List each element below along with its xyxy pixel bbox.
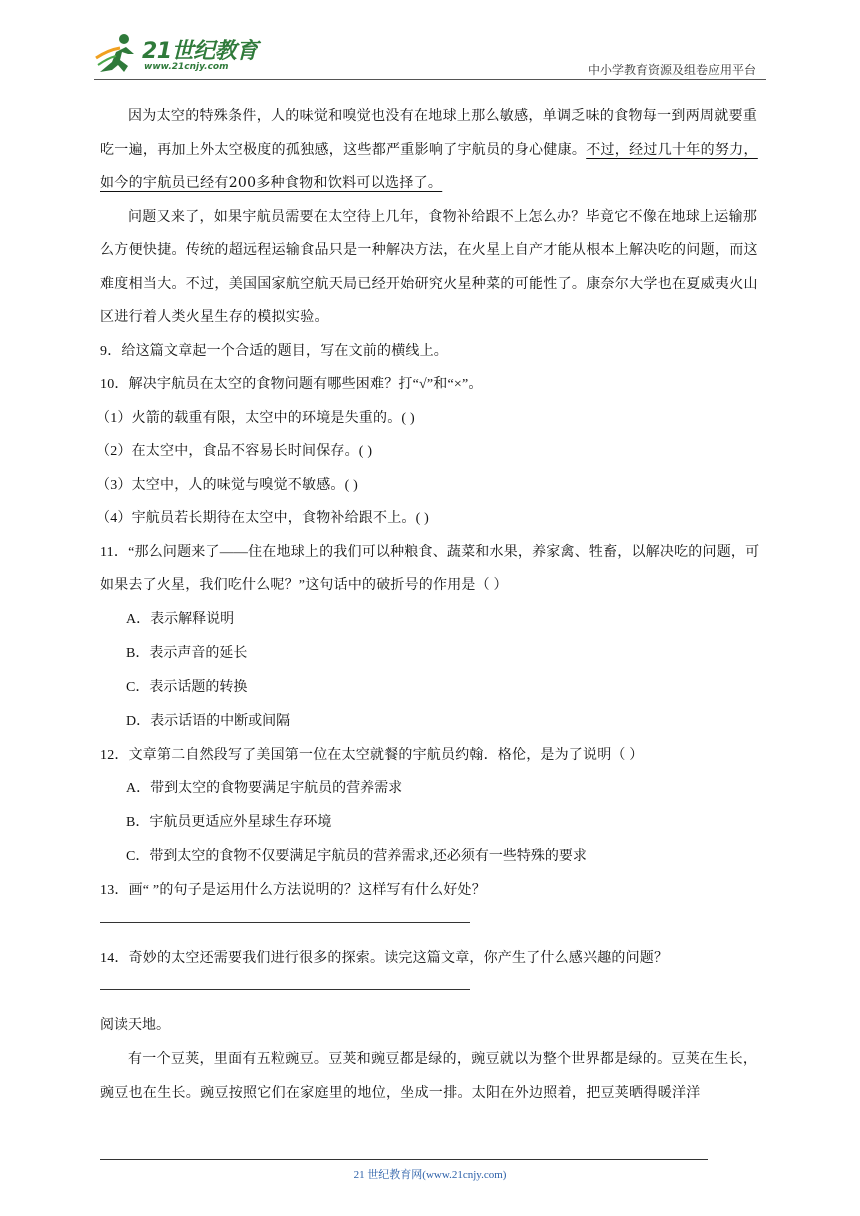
runner-logo-icon [94,32,142,76]
question-11-option[interactable]: A．表示解释说明 [126,611,235,627]
question-11-option[interactable]: C．表示话题的转换 [126,679,248,695]
question-10-item[interactable]: （1）火箭的载重有限，太空中的环境是失重的。( ) [96,410,415,426]
answer-line-13[interactable] [100,922,470,923]
document-body [96,100,762,1110]
site-logo[interactable] [94,32,264,76]
question-14: 14．奇妙的太空还需要我们进行很多的探索。读完这篇文章，你产生了什么感兴趣的问题？ [100,950,669,966]
question-12-option[interactable]: B．宇航员更适应外星球生存环境 [126,815,332,830]
question-10: 10．解决宇航员在太空的食物问题有哪些困难？打“√”和“×”。 [100,377,483,392]
header-divider [94,79,766,80]
question-10-item[interactable]: （4）宇航员若长期待在太空中，食物补给跟不上。( ) [96,511,430,526]
question-11-option[interactable]: D．表示话语的中断或间隔 [126,713,291,729]
question-12-option[interactable]: A．带到太空的食物要满足宇航员的营养需求 [126,781,403,796]
footer-divider [100,1159,708,1160]
footer-text[interactable]: 21 世纪教育网(www.21cnjy.com) [353,1169,507,1181]
reading-paragraph-1: 有一个豆荚，里面有五粒豌豆。豆荚和豌豆都是绿的，豌豆就以为整个世界都是绿的。豆荚在生长，豌豆也在生长。豌豆按照它们在家庭里的地位，坐成一排。太阳在外边照着，把豆荚晒得暖洋洋 [100,1051,758,1101]
question-10-item[interactable]: （3）太空中，人的味觉与嗅觉不敏感。( ) [96,477,359,493]
underlined-sentence: 不过，经过几十年的努力，如今的宇航员已经有200多种食物和饮料可以选择了。 [100,141,758,191]
question-12-option[interactable]: C．带到太空的食物不仅要满足宇航员的营养需求,还必须有一些特殊的要求 [126,849,587,864]
logo-name: 21世纪教育 [142,39,258,64]
passage-paragraph-1 [100,100,762,201]
passage-p1-text: 因为太空的特殊条件，人的味觉和嗅觉也没有在地球上那么敏感，单调乏味的食物每一到两周就要重吃一遍，再加上外太空极度的孤独感，这些都严重影响了宇航员的身心健康。 [100,108,758,158]
question-10-item[interactable]: （2）在太空中，食品不容易长时间保存。( ) [96,444,373,459]
page-header [0,0,860,82]
answer-line-14[interactable] [100,989,470,990]
question-13: 13．画“ ”的句子是运用什么方法说明的？这样写有什么好处？ [100,883,486,898]
reading-section-title: 阅读天地。 [100,1018,170,1033]
passage-paragraph-2: 问题又来了，如果宇航员需要在太空待上几年，食物补给跟不上怎么办？毕竟它不像在地球上运输那么方便快捷。传统的超远程运输食品只是一种解决方法，在火星上自产才能从根本上解决吃的问题，而这难度相当大。不过，美国国家航空航天局已经开始研究火星种菜的可能性了。康奈尔大学也在夏威夷火山区进行着人类火星生存的模拟实验。 [100,208,758,325]
question-12: 12．文章第二自然段写了美国第一位在太空就餐的宇航员约翰．格伦，是为了说明（ ） [100,747,644,763]
question-11-option[interactable]: B．表示声音的延长 [126,645,248,661]
question-9: 9．给这篇文章起一个合适的题目，写在文前的横线上。 [100,343,448,359]
platform-tagline: 中小学教育资源及组卷应用平台 [587,63,756,77]
logo-url: www.21cnjy.com [144,62,229,72]
question-11: 11．“那么问题来了——住在地球上的我们可以种粮食、蔬菜和水果，养家禽、牲畜，以解决吃的问题，可如果去了火星，我们吃什么呢？”这句话中的破折号的作用是（ ） [100,544,760,593]
